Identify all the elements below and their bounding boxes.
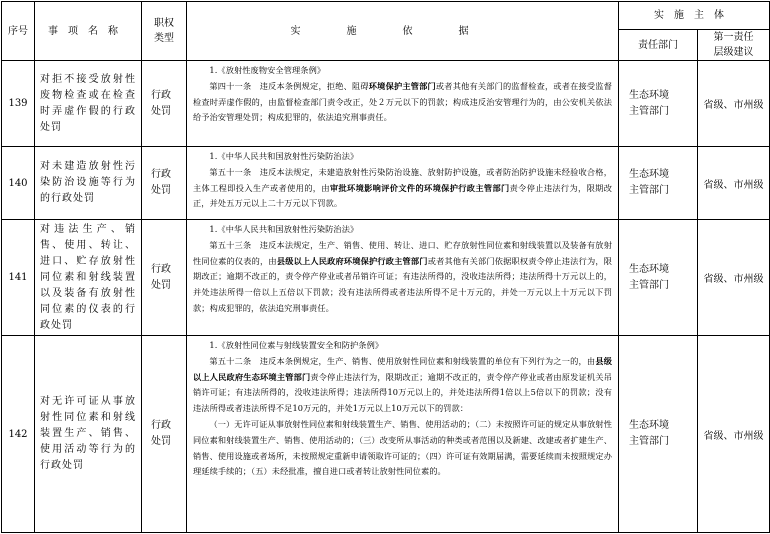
item-name: 对未建造放射性污染防治设施等行为的行政处罚 [35,147,142,220]
responsible-dept [619,61,698,147]
basis-authority: 环境保护主管部门 [368,80,436,91]
legal-basis [187,220,619,336]
basis-text: 第四十一条 违反本条例规定，拒绝、阻碍 [209,80,369,91]
table-row [2,220,770,336]
power-type [142,61,187,147]
row-number: 139 [2,61,35,147]
responsible-dept [619,336,698,533]
basis-text: 第五十二条 违反本条例规定，生产、销售、使用放射性同位素和射线装置的单位有下列行为之一的，由 [209,355,596,366]
responsible-dept [619,147,698,220]
power-type-line1: 行政 [151,89,171,101]
power-type-line2: 处罚 [151,436,171,447]
power-type-line2: 处罚 [151,279,171,291]
responsibility-level: 省级、市州级 [698,147,770,220]
power-type-line1: 行政 [151,263,171,275]
responsibility-level: 省级、市州级 [698,336,770,533]
basis-article [193,165,612,212]
table-row [2,336,770,533]
row-number: 142 [2,336,35,533]
basis-text: 第五十一条 违反本法规定，未建造放射性污染防治设施、放射防护设施，或者防治防护设施未经验收合格，主体工程即投入生产或者使用的，由 [193,166,612,193]
header-dept: 责任部门 [619,30,698,61]
basis-article [193,238,612,317]
dept-line2: 主管部门 [629,105,669,117]
power-type [142,336,187,533]
legal-basis [187,61,619,147]
basis-text: 第五十三条 违反本法规定，生产、销售、使用、转让、进口、贮存放射性同位素和射线装置以及装备有放射性同位素的仪表的，由 [193,239,612,266]
power-type-line1: 行政 [151,169,171,180]
legal-basis [187,147,619,220]
basis-article [193,79,612,126]
header-seq: 序号 [2,2,35,61]
dept-line2: 主管部门 [629,279,669,291]
header-basis: 实施依据 [187,2,619,61]
basis-title: 1.《放射性废物安全管理条例》 [209,65,326,75]
item-name: 对违法生产、销售、使用、转让、进口、贮存放射性同位素和射线装置以及装备有放射性同位素的仪表的行政处罚 [35,220,142,336]
item-name: 对拒不接受放射性废物检查或在检查时弄虚作假的行政处罚 [35,61,142,147]
basis-text: 或者其他有关部门依据职权责令停止违法行为，限期改正；逾期不改正的，责令停产停业或者吊销许可证；有违法所得的，没收违法所得；违法所得十万元以上的，并处违法所得一倍以上五倍以下罚款；没有违法所得或者违法所得不足十万元的，并处一万元以上十万元以下罚款；构成犯罪的，依法追究刑事责任。 [193,255,612,313]
row-number: 141 [2,220,35,336]
dept-line2: 主管部门 [629,185,669,196]
header-type-line1: 职权 [154,18,174,29]
power-type [142,220,187,336]
dept-line1: 生态环境 [629,89,669,101]
basis-authority: 审批环境影响评价文件的环境保护行政主管部门 [329,182,510,193]
power-type-line1: 行政 [151,420,171,431]
item-name: 对无许可证从事放射性同位素和射线装置生产、销售、使用活动等行为的行政处罚 [35,336,142,533]
responsible-dept [619,220,698,336]
header-level-line2: 层级建议 [713,47,754,58]
header-type [142,2,187,61]
basis-text: 或者其他有关部门的监督检查，或者在接受监督检查时弄虚作假的，由监督检查部门责令改正，处２万元以下的罚款；构成违反治安管理行为的，由公安机关依法给予治安管理处罚；构成犯罪的，依法追究刑事责任。 [193,80,612,123]
dept-line1: 生态环境 [629,420,669,431]
header-row-top [2,2,770,30]
basis-enumerated-cases: （一）无许可证从事放射性同位素和射线装置生产、销售、使用活动的；（二）未按照许可证的规定从事放射性同位素和射线装置生产、销售、使用活动的；（三）改变所从事活动的种类或者范围以及新建、改建或者扩建生产、销售、使用设施或者场所，未按照规定重新申请领取许可证的；（四）许可证有效期届满，需要延续而未按照规定办理延续手续的；（五）未经批准，擅自进口或者转让放射性同位素的。 [193,418,612,477]
power-type-line2: 处罚 [151,185,171,196]
basis-title: 1.《放射性同位素与射线装置安全和防护条例》 [209,340,384,350]
power-type [142,147,187,220]
basis-title: 1.《中华人民共和国放射性污染防治法》 [209,151,359,161]
enforcement-items-table [1,1,770,533]
row-number: 140 [2,147,35,220]
basis-authority: 县级以上人民政府环境保护行政主管部门 [276,255,428,266]
responsibility-level: 省级、市州级 [698,220,770,336]
header-type-line2: 类型 [154,33,174,44]
header-subject: 实施主体 [619,2,770,30]
basis-text: 责令停止违法行为，限期改正；逾期不改正的，责令停产停业或者由原发证机关吊销许可证；有违法所得的，没收违法所得；违法所得10万元以上的，并处违法所得1倍以上5倍以下的罚款；没有违法所得或者违法所得不足10万元的，并处1万元以上10万元以下的罚款： [193,371,612,414]
basis-text: 责令停止违法行为，限期改正，并处五万元以上二十万元以下罚款。 [193,182,612,209]
table-row [2,61,770,147]
basis-article [193,354,612,417]
header-level [698,30,770,61]
dept-line1: 生态环境 [629,263,669,275]
basis-title: 1.《中华人民共和国放射性污染防治法》 [209,224,359,234]
basis-authority: 县级以上人民政府生态环境主管部门 [193,355,612,382]
dept-line2: 主管部门 [629,436,669,447]
table-row [2,147,770,220]
legal-basis [187,336,619,533]
dept-line1: 生态环境 [629,169,669,180]
responsibility-level: 省级、市州级 [698,61,770,147]
header-item-name: 事项名称 [35,2,142,61]
power-type-line2: 处罚 [151,105,171,117]
header-level-line1: 第一责任 [713,32,754,43]
